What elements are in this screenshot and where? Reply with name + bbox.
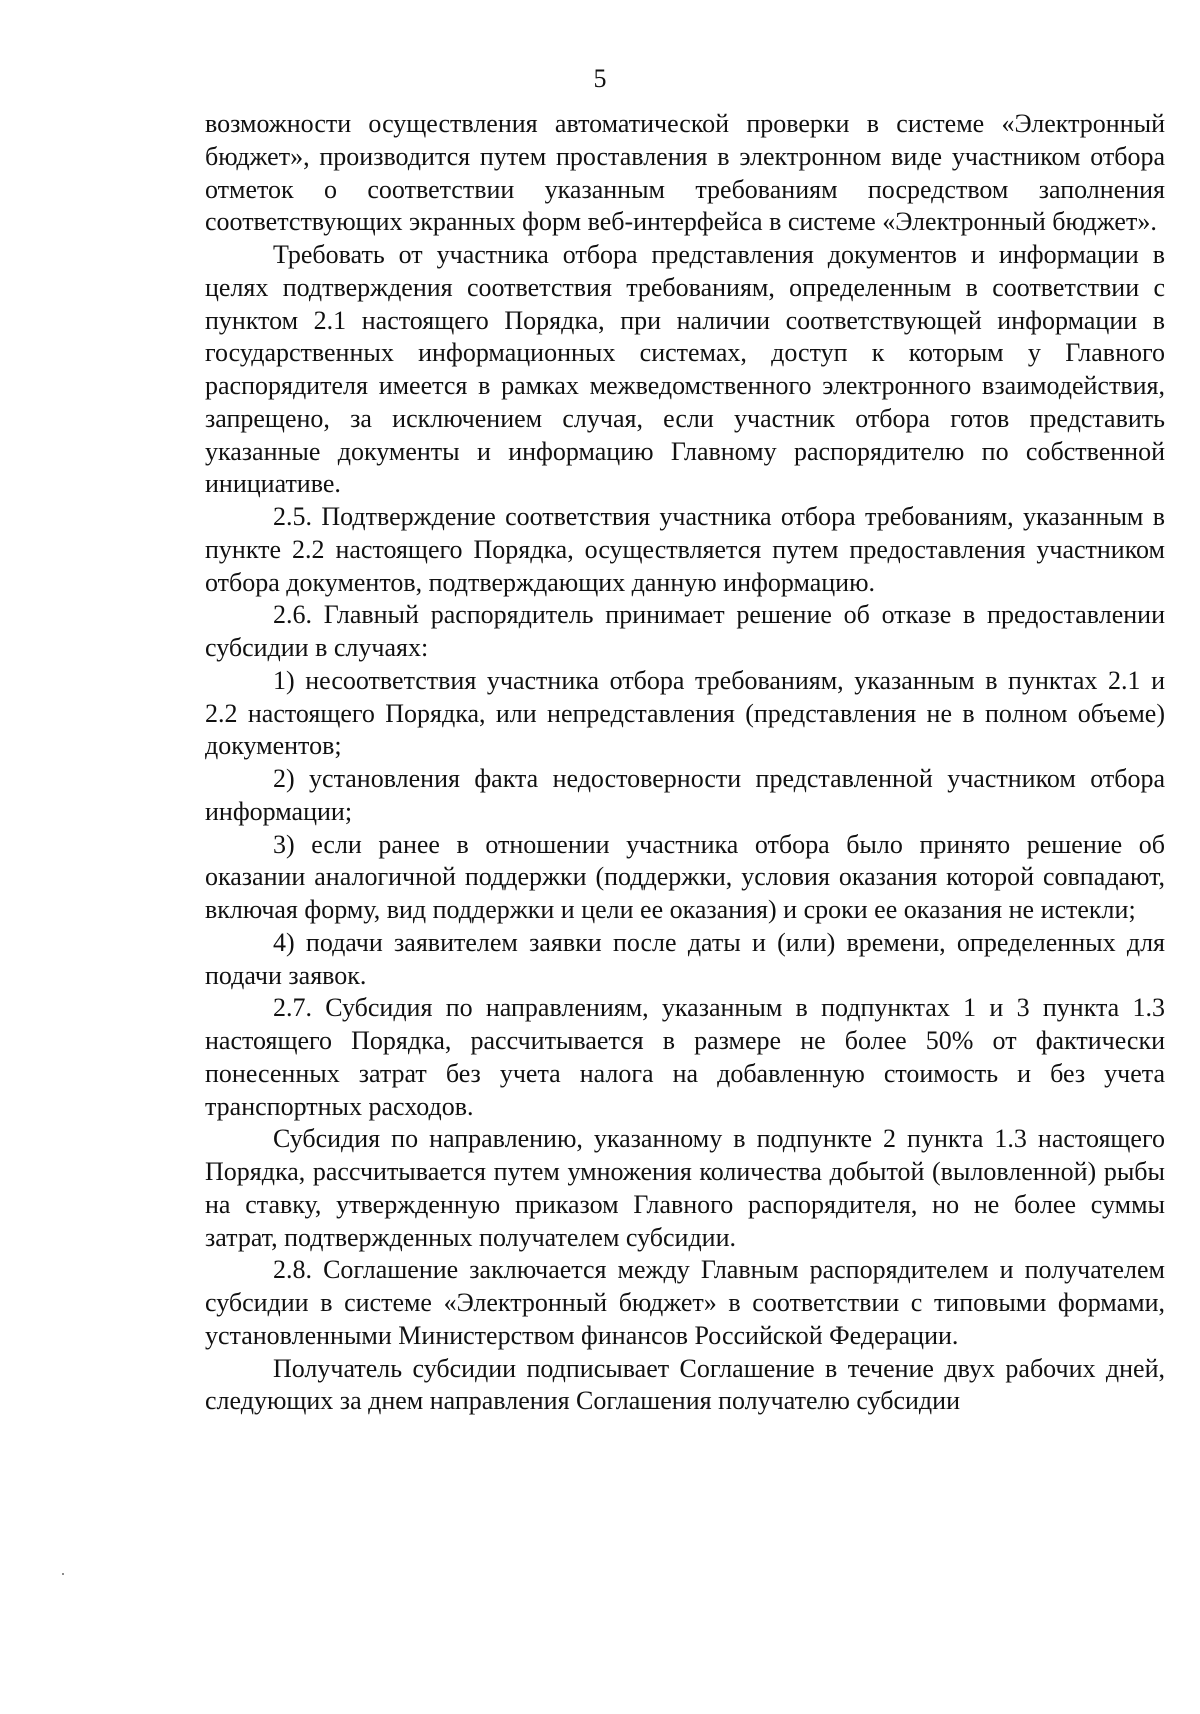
list-item-2: 2) установления факта недостоверности представленной участником отбора информации; — [205, 764, 1165, 826]
paragraph-2-7: 2.7. Субсидия по направлениям, указанным в подпунктах 1 и 3 пункта 1.3 настоящего Порядка, рассчитывается в размере не более 50% от фактически понесенных затрат без учета налога на добавленную стоимость и без учета транспортных расходов. — [205, 993, 1165, 1121]
list-item-1: 1) несоответствия участника отбора требованиям, указанным в пунктах 2.1 и 2.2 настоящего Порядка, или непредставления (представления не в полном объеме) документов; — [205, 665, 1165, 761]
page-number: 5 — [593, 64, 607, 93]
paragraph-document-request-prohibition: Требовать от участника отбора представления документов и информации в целях подтверждения соответствия требованиям, определенным в соответствии с пунктом 2.1 настоящего Порядка, при наличии соответствующей информации в государственных информационных системах, доступ к которым у Главного распорядителя имеется в рамках межведомственного электронного взаимодействия, запрещено, за исключением случая, если участник отбора готов представить указанные документы и информацию Главному распорядителю по собственной инициативе. — [205, 240, 1165, 499]
scan-speck — [62, 1573, 64, 1575]
paragraph-2-8: 2.8. Соглашение заключается между Главным распорядителем и получателем субсидии в системе «Электронный бюджет» в соответствии с типовыми формами, установленными Министерством финансов Российской Федерации. — [205, 1255, 1165, 1350]
document-body — [205, 108, 1165, 1418]
list-item-3: 3) если ранее в отношении участника отбора было принято решение об оказании аналогичной поддержки (поддержки, условия оказания которой совпадают, включая форму, вид поддержки и цели ее оказания) и сроки ее оказания не истекли; — [205, 829, 1165, 924]
paragraph-2-5: 2.5. Подтверждение соответствия участника отбора требованиям, указанным в пункте 2.2 настоящего Порядка, осуществляется путем предоставления участником отбора документов, подтверждающих данную информацию. — [205, 502, 1165, 597]
paragraph-subsidy-calculation: Субсидия по направлению, указанному в подпункте 2 пункта 1.3 настоящего Порядка, рассчитывается путем умножения количества добытой (выловленной) рыбы на ставку, утвержденную приказом Главного распорядителя, но не более суммы затрат, подтвержденных получателем субсидии. — [205, 1124, 1165, 1252]
list-item-4: 4) подачи заявителем заявки после даты и (или) времени, определенных для подачи заявок. — [205, 927, 1165, 990]
paragraph-2-6: 2.6. Главный распорядитель принимает решение об отказе в предоставлении субсидии в случаях: — [205, 600, 1165, 662]
paragraph-signing-deadline: Получатель субсидии подписывает Соглашение в течение двух рабочих дней, следующих за днем направления Соглашения получателю субсидии — [205, 1353, 1165, 1416]
paragraph-electronic-budget-check: возможности осуществления автоматической проверки в системе «Электронный бюджет», производится путем проставления в электронном виде участником отбора отметок о соответствии указанным требованиям посредством заполнения соответствующих экранных форм веб-интерфейса в системе «Электронный бюджет». — [205, 109, 1165, 237]
